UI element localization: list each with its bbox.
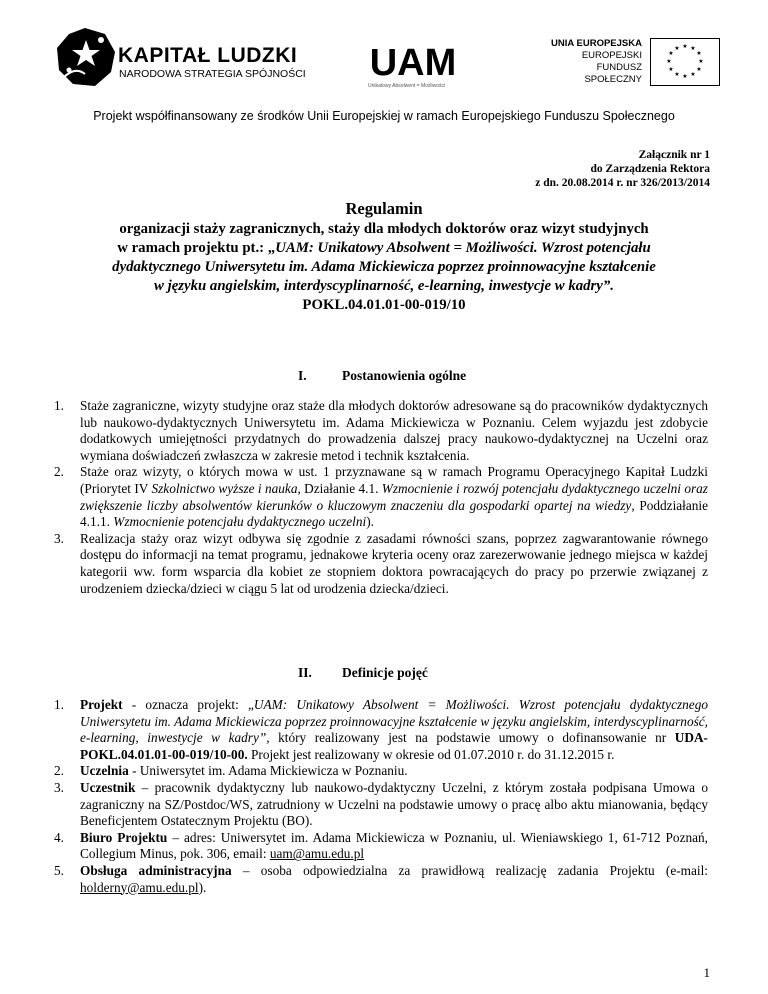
section-1-list xyxy=(54,398,709,597)
page-header xyxy=(0,0,768,100)
eu-union-label: UNIA EUROPEJSKA xyxy=(551,38,642,49)
svg-text:★: ★ xyxy=(690,71,696,78)
eu-fund-label-1: EUROPEJSKI xyxy=(581,50,642,61)
eu-text-block xyxy=(544,38,642,86)
svg-text:★: ★ xyxy=(696,50,702,57)
list-item: 1. Staże zagraniczne, wizyty studyjne oraz staże dla młodych doktorów adresowane są do pracowników dydaktycznych lub naukowo-dydaktycznych Uniwersytetu im. Adama Mickiewicza w Poznaniu. Celem wyjazdu jest zdobycie dodatkowych umiejętności przydatnych do prowadzenia dalszej pracy naukowo-dydaktycznej na Uczelni oraz wymiana doświadczeń zwłaszcza w zakresie metod i technik kształcenia. xyxy=(54,398,708,463)
kapital-ludzki-title: KAPITAŁ LUDZKI xyxy=(118,44,298,67)
project-code: POKL.04.01.01-00-019/10 xyxy=(302,297,466,313)
annex-line-2: do Zarządzenia Rektora xyxy=(590,163,710,175)
list-item: 4. Biuro Projektu – adres: Uniwersytet im. Adama Mickiewicza w Poznaniu, ul. Wieniawskiego 1, 61-712 Poznań, Collegium Minus, pok. 306, email: uam@amu.edu.pl xyxy=(54,829,708,862)
title-line-2: w ramach projektu pt.: „UAM: Unikatowy Absolwent = Możliwości. Wzrost potencjału xyxy=(117,240,651,256)
section-1-title: Postanowienia ogólne xyxy=(342,368,467,383)
project-office-email-link[interactable]: uam@amu.edu.pl xyxy=(269,846,365,862)
list-item: 1. Projekt - oznacza projekt: „UAM: Unikatowy Absolwent = Możliwości. Wzrost potencjału dydaktycznego Uniwersytetu im. Adama Mickiewicza poprzez proinnowacyjne kształcenie w języku angielskim, interdyscyplinarność, e-learning, inwestycje w kadry”, który realizowany jest na podstawie umowy o dofinansowanie nr UDA-POKL.04.01.01-00-019/10-00. Projekt jest realizowany w okresie od 01.07.2010 r. do 31.12.2015 r. xyxy=(54,697,708,762)
list-item: 3. Realizacja staży oraz wizyt odbywa się zgodnie z zasadami równości szans, poprzez zagwarantowanie równego dostępu do informacji na temat programu, jednakowe kryteria oceny oraz zarezerwowanie jednego miejsca w każdej kategorii ww. form wsparcia dla kobiet ze stopniem doktora powracających do pracy po przerwie związanej z urodzeniem dziecka/dzieci w ciągu 5 lat od urodzenia dziecka/dzieci. xyxy=(54,530,708,596)
svg-text:★: ★ xyxy=(682,73,688,80)
section-2-list xyxy=(54,697,709,896)
title-line-1: organizacji staży zagranicznych, staży dla młodych doktorów oraz wizyt studyjnych xyxy=(119,221,649,237)
section-1-number: I. xyxy=(298,368,307,383)
title-line-4: w języku angielskim, interdyscyplinarność, e-learning, inwestycje w kadry”. xyxy=(154,278,614,294)
uam-logo xyxy=(363,40,463,80)
title-main: Regulamin xyxy=(345,199,423,218)
svg-text:★: ★ xyxy=(668,66,674,73)
svg-text:★: ★ xyxy=(674,45,680,52)
kapital-ludzki-logo-icon xyxy=(55,26,117,88)
admin-email-link[interactable]: holderny@amu.edu.pl xyxy=(80,879,199,895)
section-2-title: Definicje pojęć xyxy=(342,665,428,680)
svg-text:★: ★ xyxy=(690,45,696,52)
svg-text:★: ★ xyxy=(696,66,702,73)
cofinancing-statement: Projekt współfinansowany ze środków Unii Europejskiej w ramach Europejskiego Funduszu Społecznego xyxy=(93,109,675,123)
list-item: 2. Uczelnia - Uniwersytet im. Adama Mickiewicza w Poznaniu. xyxy=(54,763,408,779)
list-item: 2. Staże oraz wizyty, o których mowa w ust. 1 przyznawane są w ramach Programu Operacyjnego Kapitał Ludzki (Priorytet IV Szkolnictwo wyższe i nauka, Działanie 4.1. Wzmocnienie i rozwój potencjału dydaktycznego uczelni oraz zwiększenie liczby absolwentów kierunków o kluczowym znaczeniu dla gospodarki opartej na wiedzy, Poddziałanie 4.1.1. Wzmocnienie potencjału dydaktycznego uczelni). xyxy=(54,464,709,530)
list-item: 3. Uczestnik – pracownik dydaktyczny lub naukowo-dydaktyczny Uczelni, z którym została podpisana Umowa o zagraniczny na SZ/Postdoc/WS, zatrudniony w Uczelni na podstawie umowy o pracę albo aktu mianowania, będący Beneficjentem Ostatecznym Projektu (BO). xyxy=(54,779,708,829)
svg-text:★: ★ xyxy=(682,43,688,50)
eu-flag-icon xyxy=(650,38,720,86)
list-item: 5. Obsługa administracyjna – osoba odpowiedzialna za prawidłową realizację zadania Projektu (e-mail: holderny@amu.edu.pl). xyxy=(54,862,709,895)
svg-text:★: ★ xyxy=(666,58,672,65)
uam-tagline: Unikatowy Absolwent = Możliwości xyxy=(368,83,446,89)
section-2-number: II. xyxy=(298,665,312,680)
svg-text:★: ★ xyxy=(668,50,674,57)
annex-line-1: Załącznik nr 1 xyxy=(638,149,710,161)
annex-line-3: z dn. 20.08.2014 r. nr 326/2013/2014 xyxy=(535,177,710,189)
annex-reference xyxy=(535,148,710,190)
kapital-ludzki-subtitle: NARODOWA STRATEGIA SPÓJNOŚCI xyxy=(119,68,306,80)
page-number: 1 xyxy=(703,965,710,980)
uam-logo-text: UAM xyxy=(369,42,457,80)
svg-text:★: ★ xyxy=(674,71,680,78)
title-line-3: dydaktycznego Uniwersytetu im. Adama Mickiewicza poprzez proinnowacyjne kształcenie xyxy=(112,259,656,275)
svg-text:★: ★ xyxy=(698,58,704,65)
eu-fund-label-2: FUNDUSZ SPOŁECZNY xyxy=(584,62,642,85)
document-title xyxy=(60,198,708,315)
